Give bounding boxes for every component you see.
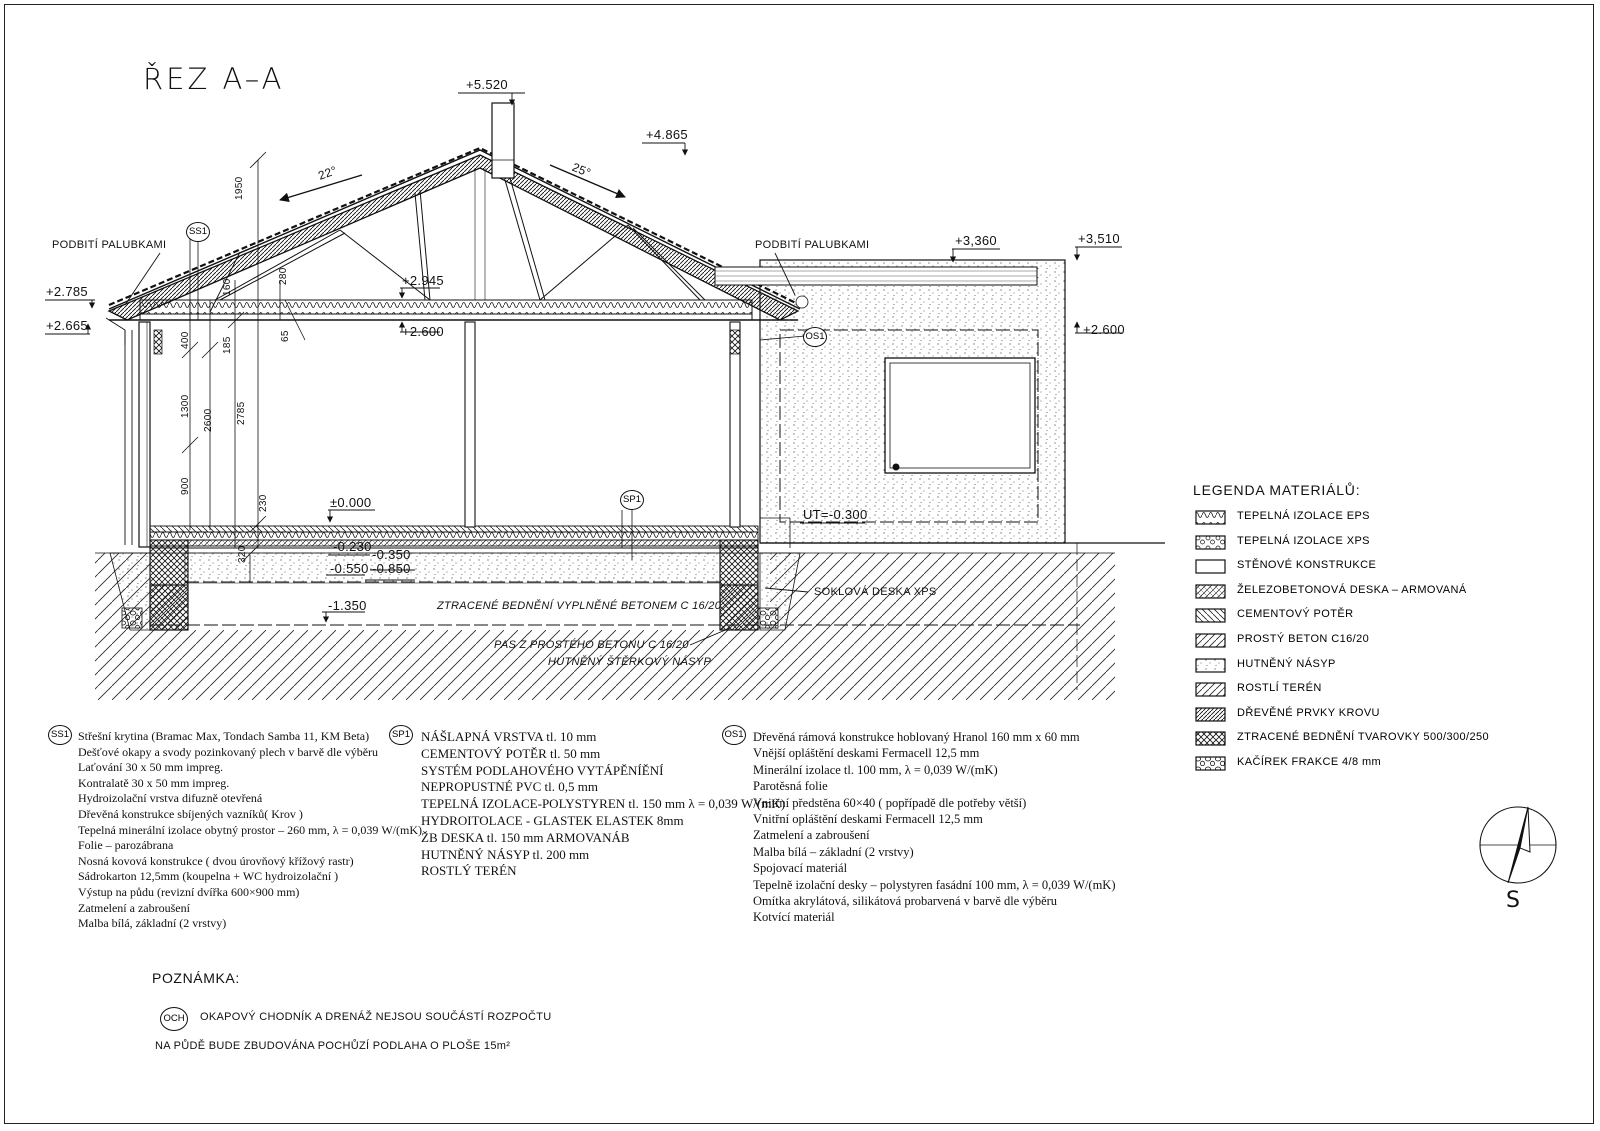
label-podbiti-left: PODBITÍ PALUBKAMI <box>52 239 167 251</box>
spec-list-ss1 <box>78 729 422 932</box>
dim-900: 900 <box>180 477 191 495</box>
legend-swatch <box>1195 608 1227 624</box>
spec-line: Folie – parozábrana <box>78 838 174 853</box>
level-m035: -0.350 <box>372 547 411 562</box>
label-pas: PAS Z PROSTÉHO BETONU C 16/20 <box>494 639 689 651</box>
spec-line: ROSTLÝ TERÉN <box>421 863 517 879</box>
legend-swatch <box>1195 535 1227 551</box>
chimney <box>492 103 514 178</box>
legend-swatch <box>1195 559 1227 575</box>
dim-160: 160 <box>222 278 233 296</box>
legend-label: PROSTÝ BETON C16/20 <box>1237 633 1370 645</box>
level-right-wall: +2.600 <box>1083 322 1125 337</box>
legend-label: TEPELNÁ IZOLACE EPS <box>1237 510 1370 522</box>
spec-line: Spojovací materiál <box>753 861 848 876</box>
spec-line: HUTNĚNÝ NÁSYP tl. 200 mm <box>421 846 590 862</box>
north-label: S <box>1506 888 1520 913</box>
spec-bubble-ss1: SS1 <box>48 725 72 745</box>
level-m135: -1.350 <box>328 598 367 613</box>
legend-swatch <box>1195 707 1227 723</box>
spec-line: Dřevěná konstrukce sbíjených vazníků( Krov ) <box>78 806 303 821</box>
spec-line: Minerální izolace tl. 100 mm, λ = 0,039 W/(mK) <box>753 762 998 777</box>
spec-line: Omítka akrylátová, silikátová probarvená v barvě dle výběru <box>753 894 1058 909</box>
label-podbiti-right: PODBITÍ PALUBKAMI <box>755 239 870 251</box>
spec-line: Nosná kovová konstrukce ( dvou úrovňový křížový rastr) <box>78 853 354 868</box>
spec-line: Hydroizolační vrstva difuzně otevřená <box>78 791 263 806</box>
level-m023: -0.230 <box>333 539 372 554</box>
bubble-och: OCH <box>160 1007 188 1031</box>
foundation-left <box>150 540 188 630</box>
level-ceiling-top: +2.945 <box>402 273 444 288</box>
bubble-os1: OS1 <box>803 327 827 347</box>
level-terrain: UT=-0.300 <box>803 507 868 522</box>
legend-swatch <box>1195 584 1227 600</box>
legend-label: ŽELEZOBETONOVÁ DESKA – ARMOVANÁ <box>1237 583 1467 596</box>
north-arrow <box>1480 807 1556 883</box>
legend-label: ZTRACENÉ BEDNĚNÍ TVAROVKY 500/300/250 <box>1237 731 1490 744</box>
spec-line: ŽB DESKA tl. 150 mm ARMOVANÁB <box>421 829 630 845</box>
note-och-text: OKAPOVÝ CHODNÍK A DRENÁŽ NEJSOU SOUČÁSTÍ ROZPOČTU <box>200 1011 552 1023</box>
legend-label: TEPELNÁ IZOLACE XPS <box>1237 534 1370 547</box>
spec-list-sp1 <box>421 729 785 880</box>
legend-title: LEGENDA MATERIÁLŮ: <box>1193 482 1361 498</box>
spec-line: CEMENTOVÝ POTĚR tl. 50 mm <box>421 745 601 761</box>
spec-line: Střešní krytina (Bramac Max, Tondach Samba 11, KM Beta) <box>78 729 370 743</box>
legend-swatch <box>1195 756 1227 772</box>
spec-line: Malba bílá, základní (2 vrstvy) <box>78 916 227 931</box>
dim-320: 320 <box>237 545 248 563</box>
spec-line: Dřevěná rámová konstrukce hoblovaný Hranol 160 mm x 60 mm <box>753 730 1080 744</box>
dim-65: 65 <box>280 330 291 342</box>
label-ztracene: ZTRACENÉ BEDNĚNÍ VYPLNĚNÉ BETONEM C 16/20 <box>437 600 722 612</box>
dim-2600: 2600 <box>203 408 214 432</box>
spec-line: Výstup na půdu (revizní dvířka 600×900 mm) <box>78 884 300 899</box>
legend-swatch <box>1195 510 1227 526</box>
level-chimney: +4.865 <box>646 127 688 142</box>
spec-line: SYSTÉM PODLAHOVÉHO VYTÁPĚNÍĚNÍ <box>421 762 664 778</box>
roof-truss <box>109 148 800 320</box>
spec-line: Laťování 30 x 50 mm impreg. <box>78 760 224 775</box>
dim-230: 230 <box>258 494 269 512</box>
spec-line: TEPELNÁ IZOLACE-POLYSTYREN tl. 150 mm λ = 0,039 W/(mK) <box>421 796 786 812</box>
ceiling <box>109 300 798 320</box>
level-eave: +2.665 <box>46 318 88 333</box>
spec-line: Zatmelení a zabroušení <box>753 828 870 843</box>
dim-2785: 2785 <box>236 401 247 425</box>
bubble-ss1: SS1 <box>186 222 210 242</box>
roof-angle-right: 25° <box>570 159 593 181</box>
spec-line: Dešťové okapy a svody pozinkovaný plech v barvě dle výběru <box>78 744 379 759</box>
dim-400: 400 <box>180 331 191 349</box>
spec-line: NEPROPUSTNÉ PVC tl. 0,5 mm <box>421 779 598 795</box>
level-ceiling: +2.600 <box>402 324 444 339</box>
spec-line: Vnější opláštění deskami Fermacell 12,5 mm <box>753 746 980 761</box>
legend-label: ROSTLÍ TERÉN <box>1237 682 1322 695</box>
dim-1300: 1300 <box>180 394 191 418</box>
level-attic-right-2: +3,510 <box>1078 231 1120 246</box>
dim-185: 185 <box>222 336 233 354</box>
spec-line: Parotěsná folie <box>753 779 828 794</box>
note-heading: POZNÁMKA: <box>152 970 240 986</box>
spec-line: Kotvící materiál <box>753 910 835 925</box>
compacted-fill <box>185 553 720 583</box>
drawing-title: ŘEZ A–A <box>143 62 285 96</box>
spec-line: Tepelně izolační desky – polystyren fasádní 100 mm, λ = 0,039 W/(mK) <box>753 877 1116 892</box>
level-floor: ±0.000 <box>330 495 372 510</box>
bubble-sp1: SP1 <box>620 490 644 510</box>
level-m085: -0.850 <box>372 561 411 576</box>
legend-label: STĚNOVÉ KONSTRUKCE <box>1237 559 1377 572</box>
legend-swatch <box>1195 731 1227 747</box>
spec-bubble-os1: OS1 <box>722 725 746 745</box>
level-eave-top: +2.785 <box>46 284 88 299</box>
spec-line: NÁŠLAPNÁ VRSTVA tl. 10 mm <box>421 729 597 744</box>
note-line-2: NA PŮDĚ BUDE ZBUDOVÁNA POCHŮZÍ PODLAHA O PLOŠE 15m² <box>155 1040 511 1052</box>
dim-280: 280 <box>278 267 289 285</box>
spec-line: HYDROITOLACE - GLASTEK ELASTEK 8mm <box>421 812 684 828</box>
spec-line: Sádrokarton 12,5mm (koupelna + WC hydroizolační ) <box>78 869 339 884</box>
legend-label: DŘEVĚNÉ PRVKY KROVU <box>1237 706 1380 719</box>
spec-line: Kontralatě 30 x 50 mm impreg. <box>78 775 230 790</box>
legend-label: HUTNĚNÝ NÁSYP <box>1237 657 1336 670</box>
legend-label: KAČÍREK FRAKCE 4/8 mm <box>1237 756 1382 768</box>
spec-line: Vnitřní opláštění deskami Fermacell 12,5 mm <box>753 812 983 827</box>
legend-swatch <box>1195 682 1227 698</box>
legend-swatch <box>1195 633 1227 649</box>
foundation-right <box>720 540 758 630</box>
level-ridge: +5.520 <box>466 77 508 92</box>
bubble-leaders <box>198 241 805 560</box>
dimension-lines <box>182 152 790 583</box>
label-hutneny: HUTNĚNÝ ŠTĚRKOVÝ NÁSYP <box>548 656 712 668</box>
level-attic-right-1: +3,360 <box>955 233 997 248</box>
label-soklova: SOKLOVÁ DESKA XPS <box>814 586 937 598</box>
spec-line: Tepelná minerální izolace obytný prostor – 260 mm, λ = 0,039 W/(mK) <box>78 822 422 837</box>
dim-1950: 1950 <box>234 176 245 200</box>
roof-angle-left: 22° <box>316 163 339 183</box>
legend-label: CEMENTOVÝ POTĚR <box>1237 608 1354 621</box>
legend-swatch <box>1195 658 1227 674</box>
level-m055: -0.550 <box>330 561 369 576</box>
spec-line: Zatmelení a zabroušení <box>78 900 190 915</box>
spec-list-os1 <box>753 729 1116 926</box>
spec-bubble-sp1: SP1 <box>389 725 413 745</box>
walls <box>106 318 740 547</box>
spec-line: Vnitřní předstěna 60×40 ( popřípadě dle potřeby větší) <box>753 795 1027 810</box>
spec-line: Malba bílá – základní (2 vrstvy) <box>753 844 914 859</box>
